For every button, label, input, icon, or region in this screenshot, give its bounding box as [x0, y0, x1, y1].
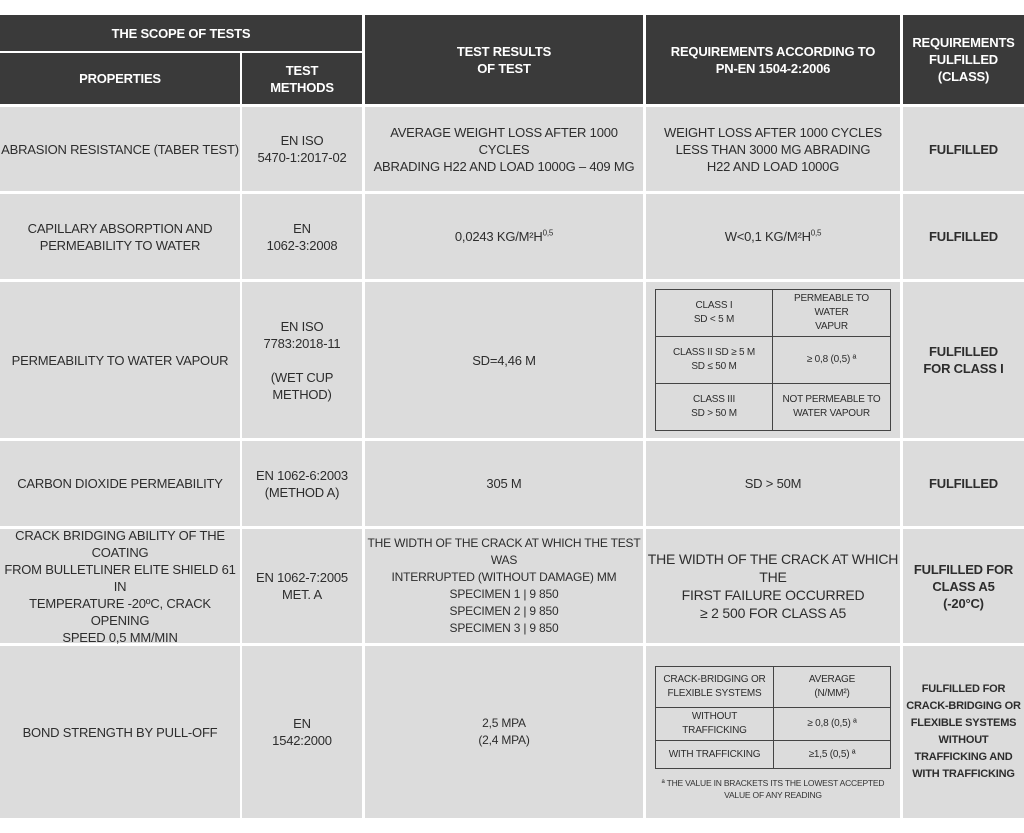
row-capillary-result: 0,0243 $KG/M^2H^{0,5}$ — [365, 194, 643, 279]
bond-table-row — [656, 741, 891, 769]
vapour-desc-cell: NOT PERMEABLE TO WATER VAPOUR — [773, 384, 891, 431]
row-co2-fulfilled: FULFILLED — [903, 441, 1024, 526]
header-scope-of-tests: THE SCOPE OF TESTS — [0, 15, 362, 51]
header-test-methods: TEST METHODS — [242, 53, 362, 104]
row-abrasion-property: ABRASION RESISTANCE (TABER TEST) — [0, 107, 240, 191]
bond-table-row — [656, 708, 891, 741]
row-capillary-requirement: W<0,1 $KG/M^2H^{0,5}$ — [646, 194, 900, 279]
header-requirements-fulfilled: REQUIREMENTS FULFILLED (CLASS) — [903, 15, 1024, 104]
header-properties: PROPERTIES — [0, 53, 240, 104]
row-abrasion-requirement: WEIGHT LOSS AFTER 1000 CYCLES LESS THAN 3000 MG ABRADING H22 AND LOAD 1000G — [646, 107, 900, 191]
vapour-class-row — [656, 290, 891, 337]
row-capillary-fulfilled: FULFILLED — [903, 194, 1024, 279]
row-abrasion-fulfilled: FULFILLED — [903, 107, 1024, 191]
bond-row-label: WITH TRAFFICKING — [656, 741, 774, 769]
row-vapour-property: PERMEABILITY TO WATER VAPOUR — [0, 282, 240, 438]
vapour-desc-cell: PERMEABLE TO WATER VAPUR — [773, 290, 891, 337]
row-co2-requirement: SD > 50M — [646, 441, 900, 526]
bond-row-value: ≥ 0,8 (0,5) ª — [774, 708, 891, 741]
row-vapour-result: SD=4,46 M — [365, 282, 643, 438]
bond-strength-table — [655, 666, 891, 769]
vapour-desc-cell: ≥ 0,8 (0,5) ª — [773, 337, 891, 384]
vapour-class-cell: CLASS II SD ≥ 5 M SD ≤ 50 M — [656, 337, 773, 384]
row-capillary-method: EN 1062-3:2008 — [242, 194, 362, 279]
row-abrasion-method: EN ISO 5470-1:2017-02 — [242, 107, 362, 191]
vapour-class-cell: CLASS I SD < 5 M — [656, 290, 773, 337]
row-bond-method: EN 1542:2000 — [242, 646, 362, 818]
row-abrasion-result: AVERAGE WEIGHT LOSS AFTER 1000 CYCLES ABRADING H22 AND LOAD 1000G – 409 MG — [365, 107, 643, 191]
bond-footnote: ª THE VALUE IN BRACKETS ITS THE LOWEST ACCEPTED VALUE OF ANY READING — [661, 778, 885, 800]
row-vapour-fulfilled: FULFILLED FOR CLASS I — [903, 282, 1024, 438]
row-crack-property: CRACK BRIDGING ABILITY OF THE COATING FROM BULLETLINER ELITE SHIELD 61 IN TEMPERATURE -20ºC, CRACK OPENING SPEED 0,5 MM/MIN — [0, 529, 240, 643]
row-bond-property: BOND STRENGTH BY PULL-OFF — [0, 646, 240, 818]
bond-row-value: ≥1,5 (0,5) ª — [774, 741, 891, 769]
bond-table-head — [656, 667, 891, 708]
row-bond-fulfilled: FULFILLED FOR CRACK-BRIDGING OR FLEXIBLE SYSTEMS WITHOUT TRAFFICKING AND WITH TRAFFICKING — [903, 646, 1024, 818]
row-crack-requirement: THE WIDTH OF THE CRACK AT WHICH THE FIRST FAILURE OCCURRED ≥ 2 500 FOR CLASS A5 — [646, 529, 900, 643]
vapour-class-cell: CLASS III SD > 50 M — [656, 384, 773, 431]
vapour-class-row — [656, 384, 891, 431]
vapour-class-table — [655, 289, 891, 431]
row-crack-method: EN 1062-7:2005 MET. A — [242, 529, 362, 643]
header-test-results: TEST RESULTS OF TEST — [365, 15, 643, 104]
vapour-class-row — [656, 337, 891, 384]
header-requirements-standard: REQUIREMENTS ACCORDING TO PN-EN 1504-2:2006 — [646, 15, 900, 104]
row-co2-method: EN 1062-6:2003 (METHOD A) — [242, 441, 362, 526]
row-crack-fulfilled: FULFILLED FOR CLASS A5 (-20°C) — [903, 529, 1024, 643]
row-capillary-property: CAPILLARY ABSORPTION AND PERMEABILITY TO WATER — [0, 194, 240, 279]
bond-head-average: AVERAGE (N/MM²) — [774, 667, 891, 708]
row-bond-requirement — [646, 646, 900, 818]
bond-head-systems: CRACK-BRIDGING OR FLEXIBLE SYSTEMS — [656, 667, 774, 708]
row-co2-result: 305 M — [365, 441, 643, 526]
row-co2-property: CARBON DIOXIDE PERMEABILITY — [0, 441, 240, 526]
row-bond-result: 2,5 MPA (2,4 MPA) — [365, 646, 643, 818]
row-vapour-requirement — [646, 282, 900, 438]
row-vapour-method: EN ISO 7783:2018-11 (WET CUP METHOD) — [242, 282, 362, 438]
row-crack-result: THE WIDTH OF THE CRACK AT WHICH THE TEST WAS INTERRUPTED (WITHOUT DAMAGE) ΜM SPECIMEN 1 | 9 850 SPECIMEN 2 | 9 850 SPECIMEN 3 | 9 850 — [365, 529, 643, 643]
bond-row-label: WITHOUT TRAFFICKING — [656, 708, 774, 741]
